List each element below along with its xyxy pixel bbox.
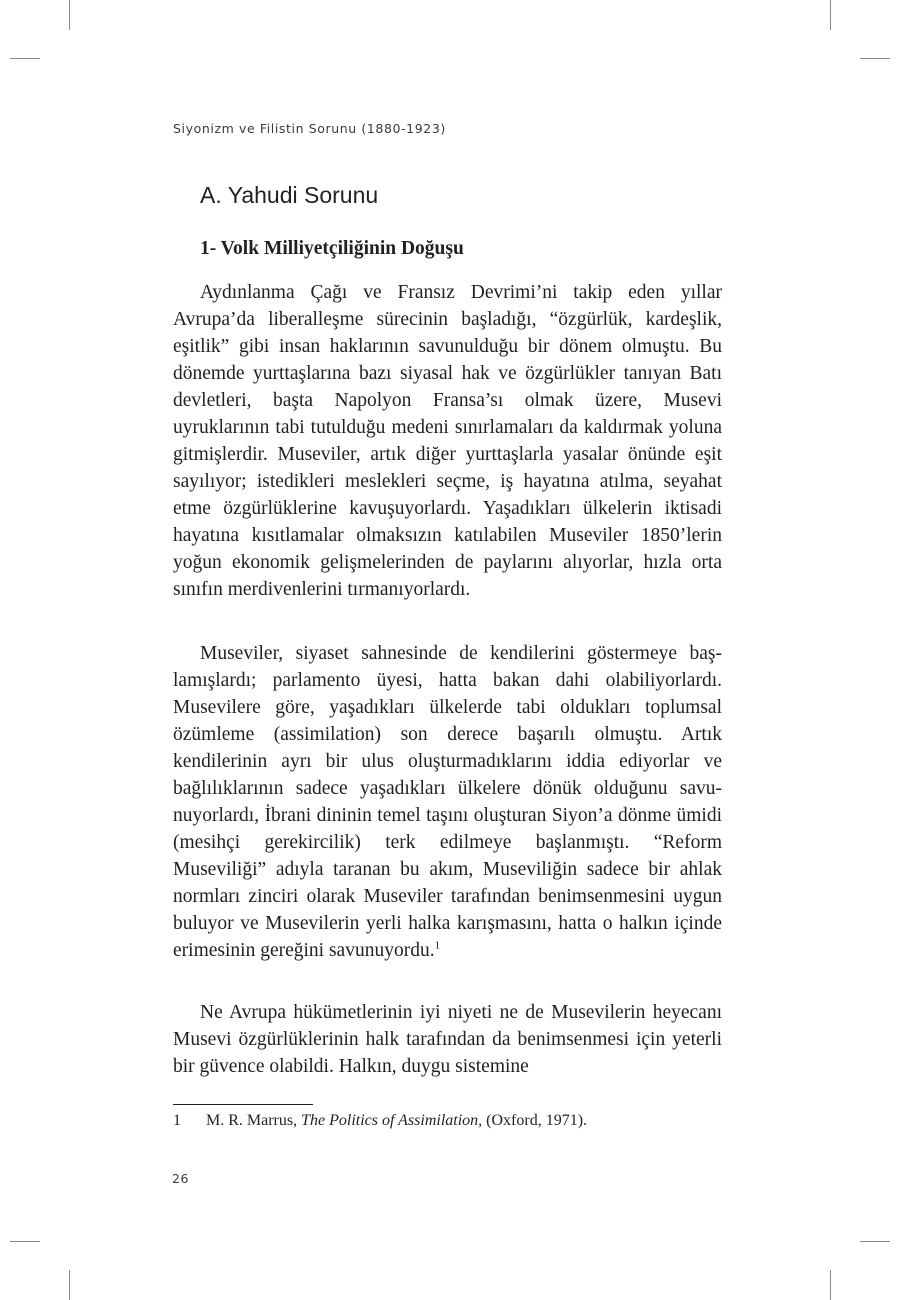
body-paragraph-1 — [173, 279, 722, 603]
crop-mark-right-top — [860, 58, 890, 59]
running-header: Siyonizm ve Filistin Sorunu (1880-1923) — [173, 121, 446, 136]
crop-mark-bottom-left — [69, 1270, 70, 1300]
footnote — [173, 1112, 587, 1130]
paragraph-text: Museviler, siyaset sahnesinde de kendilerini göstermeye başlamışlardı; parlamento üyesi, hatta bakan dahi olabiliyorlardı. Musevilere göre, yaşadıkları ülkelerde tabi oldukları toplumsal özümleme (assimilation) son derece başarılı olmuştu. Artık kendilerinin ayrı bir ulus oluşturmadıklarını iddia ediyorlar ve bağlılıklarının sadece yaşadıkları ülkelere dönük olduğunu savunuyorlardı, İbrani dininin temel taşını oluşturan Siyon’a dönme ümidi (mesihçi gerekircilik) terk edilmeye başlanmıştı. “Reform Museviliği” adıyla taranan bu akım, Museviliğin sadece bir ahlak normları zinciri olarak Museviler tarafından benimsenmesini uygun buluyor ve Musevilerin yerli halka karışmasını, hatta o halkın içinde erimesinin gereğini savunuyordu. — [173, 643, 722, 961]
crop-mark-left-bottom — [10, 1241, 40, 1242]
crop-mark-left-top — [10, 58, 40, 59]
footnote-book-title: The Politics of Assimilation, — [301, 1112, 483, 1129]
subsection-title: 1- Volk Milliyetçiliğinin Doğuşu — [200, 238, 464, 259]
body-paragraph-3 — [173, 999, 722, 1080]
crop-mark-right-bottom — [860, 1241, 890, 1242]
footnote-reference[interactable]: 1 — [434, 939, 441, 952]
page-number: 26 — [172, 1171, 190, 1186]
footnote-author: M. R. Marrus, — [206, 1112, 302, 1129]
body-paragraph-2 — [173, 640, 722, 964]
section-title: A. Yahudi Sorunu — [200, 182, 379, 208]
crop-mark-top-left — [69, 0, 70, 30]
footnote-divider — [173, 1104, 313, 1105]
crop-mark-bottom-right — [830, 1270, 831, 1300]
paragraph-text: Aydınlanma Çağı ve Fransız Devrimi’ni takip eden yıllar Avrupa’da liberalleşme sürecinin başladığı, “özgürlük, kardeşlik, eşitlik” gibi insan haklarının savunulduğu bir dönem olmuştu. Bu dönemde yurttaşlarına bazı siyasal hak ve özgürlükler tanıyan Batı devletleri, başta Napolyon Fransa’sı olmak üzere, Musevi uyruklarının tabi tutulduğu medeni sınırlamaları da kaldırmak yoluna gitmişlerdir. Museviler, artık diğer yurttaşlarla yasalar önünde eşit sayılıyor; istedikleri meslekleri seçme, iş hayatına atılma, seyahat etme özgürlüklerine kavuşuyorlardı. Yaşadıkları ülkelerin iktisadi hayatına kısıtlamalar olmaksızın katılabilen Museviler 1850’lerin yoğun ekonomik gelişmelerinden de paylarını alıyorlar, hızla orta sınıfın merdivenlerini tırmanıyorlardı. — [173, 282, 722, 600]
footnote-publication: (Oxford, 1971). — [482, 1112, 588, 1129]
crop-mark-top-right — [830, 0, 831, 30]
paragraph-text: Ne Avrupa hükümetlerinin iyi niyeti ne de Musevilerin heyecanı Musevi özgürlüklerinin halk tarafından da benimsenmesi için yeterli bir güvence olabildi. Halkın, duygu sistemine — [173, 1002, 722, 1077]
footnote-number: 1 — [173, 1112, 181, 1129]
